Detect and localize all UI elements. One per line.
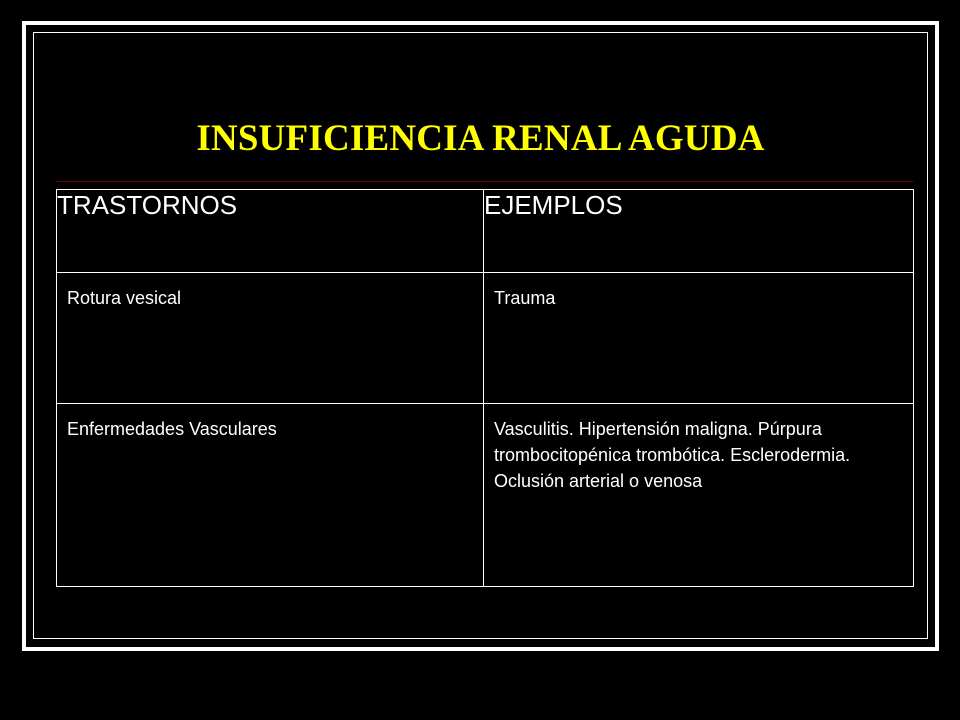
- header-trastornos: TRASTORNOS: [57, 190, 484, 273]
- table-cell: Vasculitis. Hipertensión maligna. Púrpura trombocitopénica trombótica. Esclerodermia. Oclusión arterial o venosa: [484, 404, 914, 587]
- table-cell: Rotura vesical: [57, 273, 484, 404]
- table-cell: Enfermedades Vasculares: [57, 404, 484, 587]
- table-row: [57, 273, 914, 404]
- slide-title: INSUFICIENCIA RENAL AGUDA: [196, 118, 765, 159]
- header-ejemplos: EJEMPLOS: [484, 190, 914, 273]
- title-divider: [56, 181, 914, 182]
- data-table: [56, 189, 914, 587]
- table-row: [57, 404, 914, 587]
- table-cell: Trauma: [484, 273, 914, 404]
- table-header-row: [57, 190, 914, 273]
